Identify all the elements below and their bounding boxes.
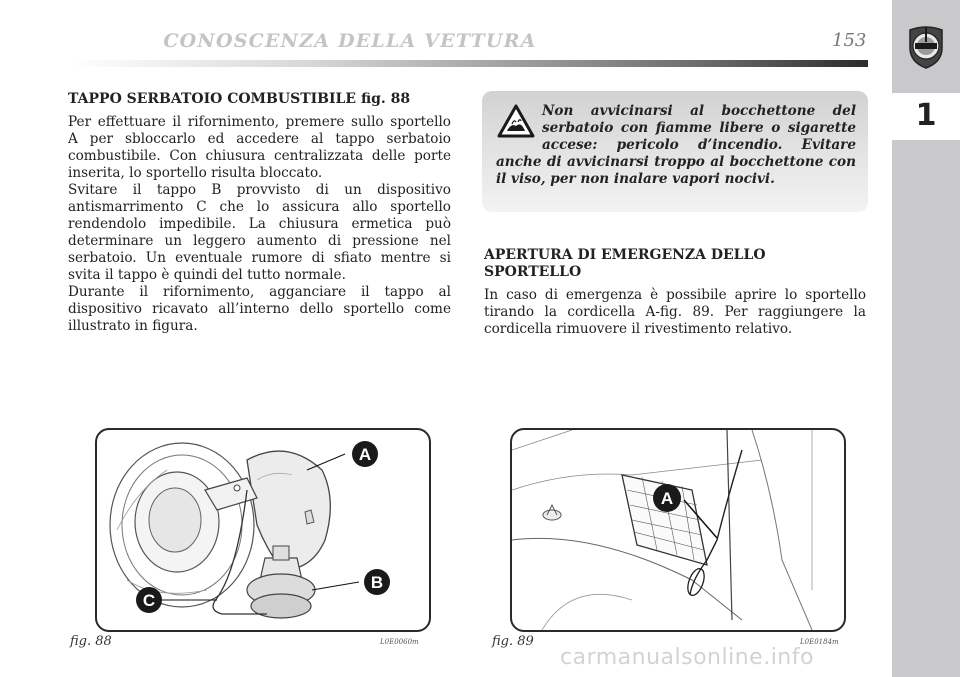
label-c: C	[142, 591, 156, 610]
fig-88-code: L0E0060m	[380, 638, 419, 646]
section-title-emergency: APERTURA DI EMERGENZA DELLO SPORTELLO	[484, 247, 766, 280]
header-rule	[68, 60, 868, 67]
section-title-fuel-cap: TAPPO SERBATOIO COMBUSTIBILE fig. 88	[68, 91, 411, 107]
right-column	[484, 247, 866, 338]
left-column	[68, 91, 451, 335]
watermark: carmanualsonline.info	[560, 645, 814, 670]
label-a: A	[358, 445, 372, 464]
figure-88	[95, 428, 431, 632]
paragraph: Svitare il tappo B provvisto di un dispositivo antismarrimento C che lo assicura allo sportello rendendolo impedibile. La chiusura ermetica può determinare un leggero aumento di pressione nel serbatoio. Un eventuale rumore di sfiato mentre si svita il tappo è quindi del tutto normale.	[68, 182, 451, 283]
fig-89-caption: fig. 89	[492, 634, 534, 649]
figure-89	[510, 428, 846, 632]
warning-text	[496, 103, 856, 188]
warning-message: Non avvicinarsi al bocchettone del serbatoio con fiamme libere o sigarette accese: pericolo d’incendio. Evitare anche di avvicinarsi troppo al bocchettone con il viso, per non inalare vapori nocivi.	[496, 103, 856, 187]
emergency-cord-illustration	[512, 430, 844, 630]
icon-spacer	[496, 103, 542, 153]
label-a: A	[660, 489, 674, 508]
fuel-cap-illustration	[97, 430, 429, 630]
label-b: B	[370, 573, 384, 592]
chapter-number: 1	[915, 98, 937, 133]
paragraph: Per effettuare il rifornimento, premere sullo sportello A per sbloccarlo ed accedere al tappo serbatoio combustibile. Con chiusura centralizzata delle porte inserita, lo sportello risulta bloccato.	[68, 114, 451, 181]
paragraph: In caso di emergenza è possibile aprire lo sportello tirando la cordicella A-fig. 89. Per raggiungere la cordicella rimuovere il rivestimento relativo.	[484, 287, 866, 337]
page-number: 153	[832, 30, 867, 51]
running-header: CONOSCENZA DELLA VETTURA	[163, 30, 537, 52]
fig-89-code: L0E0184m	[800, 638, 839, 646]
lancia-logo-icon	[906, 24, 946, 70]
paragraph: Durante il rifornimento, agganciare il tappo al dispositivo ricavato all’interno dello sportello come illustrato in figura.	[68, 284, 451, 334]
fig-88-caption: fig. 88	[70, 634, 112, 649]
